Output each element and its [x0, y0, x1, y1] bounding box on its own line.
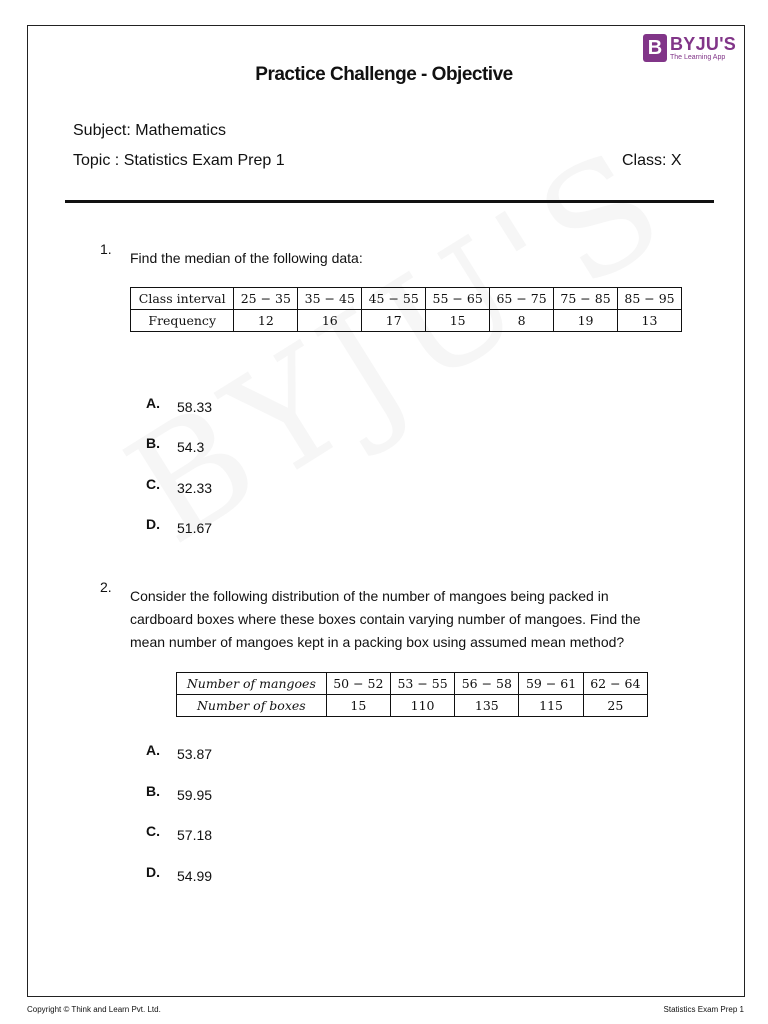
table-cell: 16	[298, 310, 362, 332]
option-value: 58.33	[177, 399, 213, 415]
table-cell: 135	[455, 695, 519, 717]
table-cell: 8	[490, 310, 554, 332]
table-row	[177, 673, 648, 695]
table-row	[131, 310, 682, 332]
option-letter: D.	[146, 864, 160, 880]
table-cell: 50 − 52	[326, 673, 390, 695]
table-row	[177, 695, 648, 717]
footer-copyright: Copyright © Think and Learn Pvt. Ltd.	[27, 1005, 161, 1014]
table-cell: Frequency	[131, 310, 234, 332]
footer-page-label: Statistics Exam Prep 1	[663, 1005, 744, 1014]
median-data-table	[130, 287, 682, 332]
option-letter: A.	[146, 742, 160, 758]
option-value: 51.67	[177, 520, 213, 536]
subject-label: Subject: Mathematics	[73, 122, 226, 139]
table-cell: 53 − 55	[390, 673, 454, 695]
class-label: Class: X	[622, 152, 682, 169]
option-letter: B.	[146, 783, 160, 799]
table-cell: 59 − 61	[519, 673, 583, 695]
table-cell: 55 − 65	[426, 288, 490, 310]
table-cell: 15	[426, 310, 490, 332]
table-cell: 65 − 75	[490, 288, 554, 310]
table-cell: 75 − 85	[554, 288, 618, 310]
question-text-line: mean number of mangoes kept in a packing box using assumed mean method?	[130, 634, 625, 650]
byjus-logo	[643, 34, 736, 62]
logo-name: BYJU'S	[670, 34, 737, 54]
table-row	[131, 288, 682, 310]
option-letter: C.	[146, 823, 160, 839]
table-cell: 115	[519, 695, 583, 717]
topic-label: Topic : Statistics Exam Prep 1	[73, 152, 285, 169]
mangoes-data-table	[176, 672, 648, 717]
option-value: 57.18	[177, 827, 213, 843]
question-text-line: Consider the following distribution of the number of mangoes being packed in	[130, 588, 609, 604]
table-cell: 17	[362, 310, 426, 332]
table-cell: 62 − 64	[583, 673, 647, 695]
table-cell: 19	[554, 310, 618, 332]
table-cell: Number of boxes	[177, 695, 327, 717]
option-letter: A.	[146, 395, 160, 411]
table-cell: 110	[390, 695, 454, 717]
option-letter: D.	[146, 516, 160, 532]
table-cell: Class interval	[131, 288, 234, 310]
table-cell: 12	[234, 310, 298, 332]
table-cell: 45 − 55	[362, 288, 426, 310]
option-value: 53.87	[177, 746, 213, 762]
option-value: 32.33	[177, 480, 213, 496]
table-cell: 13	[618, 310, 682, 332]
table-cell: 15	[326, 695, 390, 717]
table-cell: Number of mangoes	[177, 673, 327, 695]
table-cell: 56 − 58	[455, 673, 519, 695]
question-text: Find the median of the following data:	[130, 250, 363, 266]
option-value: 54.99	[177, 868, 213, 884]
option-letter: B.	[146, 435, 160, 451]
table-cell: 85 − 95	[618, 288, 682, 310]
question-text-line: cardboard boxes where these boxes contain varying number of mangoes. Find the	[130, 611, 641, 627]
question-number: 2.	[100, 579, 112, 595]
table-cell: 25 − 35	[234, 288, 298, 310]
option-letter: C.	[146, 476, 160, 492]
table-cell: 25	[583, 695, 647, 717]
table-cell: 35 − 45	[298, 288, 362, 310]
logo-tagline: The Learning App	[670, 54, 726, 61]
question-number: 1.	[100, 241, 112, 257]
option-value: 54.3	[177, 439, 205, 455]
question-text	[130, 585, 710, 654]
option-value: 59.95	[177, 787, 213, 803]
header-divider	[65, 200, 714, 203]
page-title: Practice Challenge - Objective	[255, 64, 513, 85]
logo-icon: B	[643, 34, 667, 62]
